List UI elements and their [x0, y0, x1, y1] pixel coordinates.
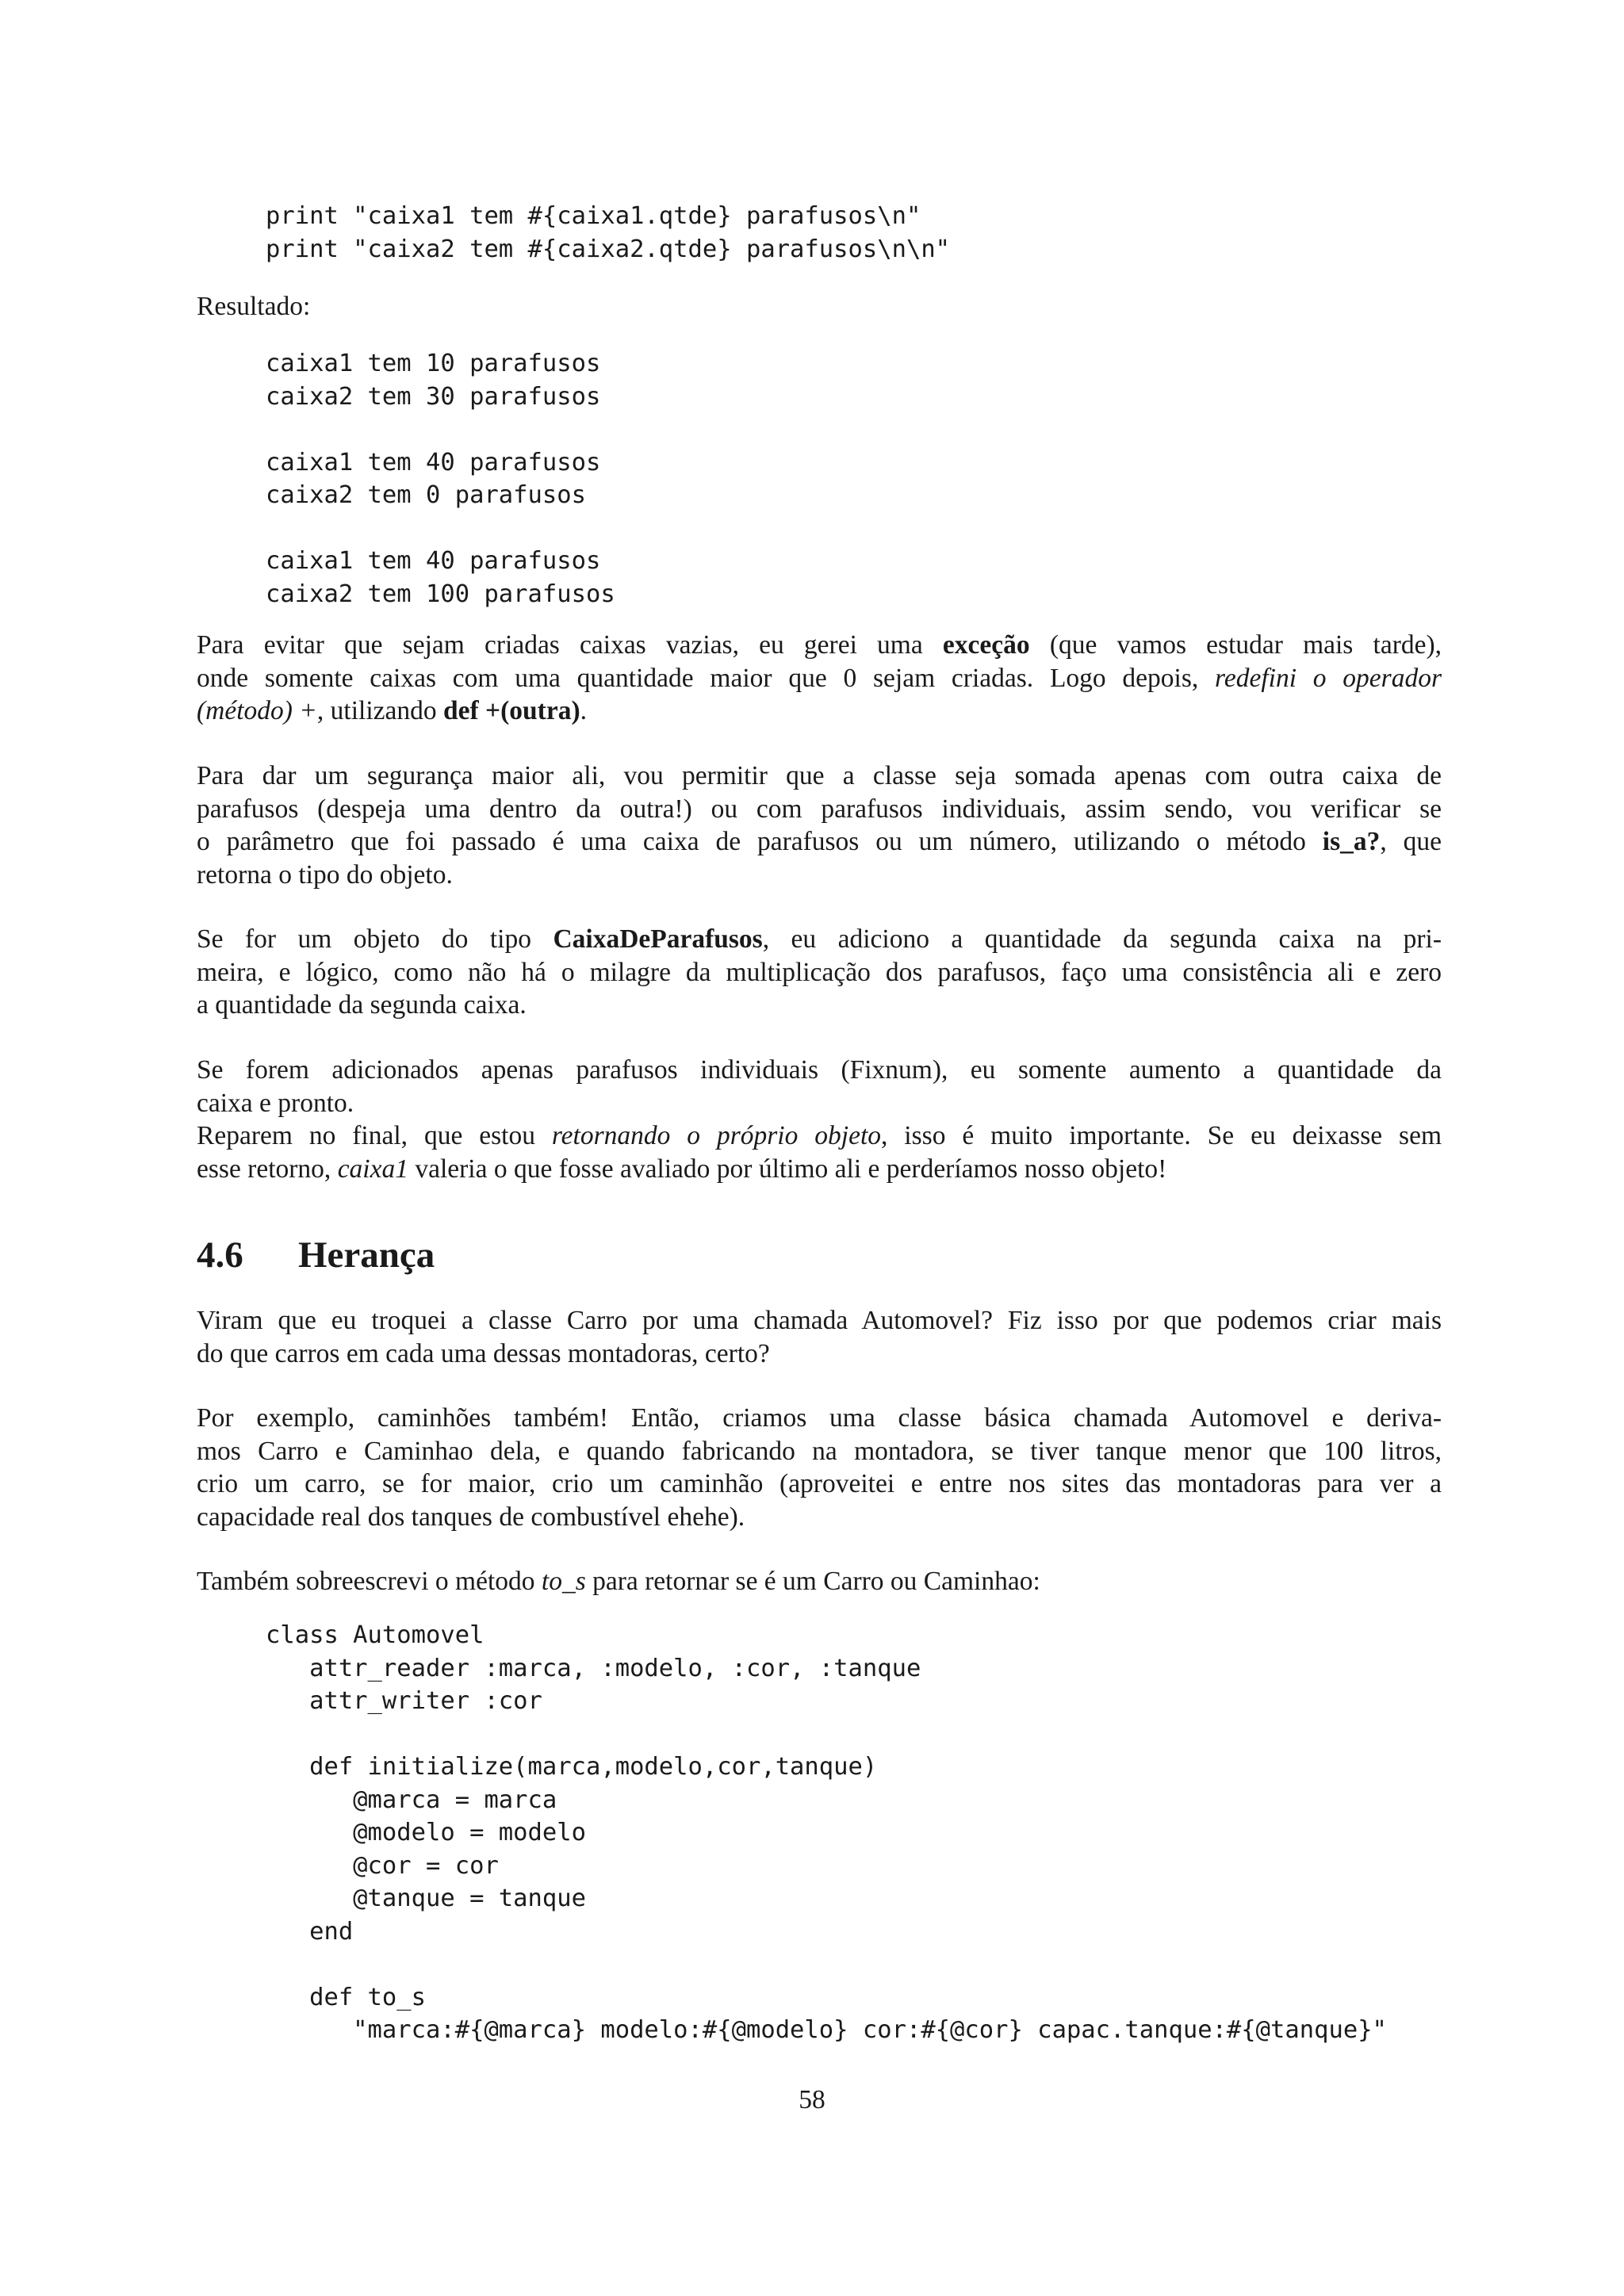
paragraph-caminhoes — [197, 1402, 1442, 1533]
output-line — [266, 512, 615, 545]
text-line: a quantidade da segunda caixa. — [197, 990, 527, 1020]
text-run: o parâmetro que foi passado é uma caixa de parafusos ou um número, utilizando o método — [197, 827, 1323, 856]
code-line: end — [266, 1917, 354, 1946]
section-heading — [197, 1231, 435, 1279]
output-line: caixa1 tem 40 parafusos — [266, 547, 601, 575]
text-line: parafusos (despeja uma dentro da outra!) ou com parafusos individuais, assim sendo, vou verificar se — [197, 794, 1442, 824]
paragraph-automovel — [197, 1304, 1442, 1370]
text-run: Para evitar que sejam criadas caixas vazias, eu gerei uma — [197, 630, 943, 660]
code-line — [266, 1718, 1387, 1751]
text-run: , eu adiciono a quantidade da segunda caixa na pri- — [762, 924, 1442, 954]
code-line: print "caixa2 tem #{caixa2.qtde} parafusos\n\n" — [266, 235, 951, 263]
text-line: Por exemplo, caminhões também! Então, criamos uma classe básica chamada Automovel e deriva- — [197, 1403, 1442, 1433]
text-line — [197, 1153, 1442, 1186]
output-line: caixa2 tem 100 parafusos — [266, 580, 615, 608]
text-line: Se forem adicionados apenas parafusos individuais (Fixnum), eu somente aumento a quantidade da — [197, 1055, 1442, 1085]
italic-term: redefini o operador — [1215, 663, 1442, 693]
paragraph-caixadeparafusos — [197, 923, 1442, 1022]
text-line: meira, e lógico, como não há o milagre da multiplicação dos parafusos, faço uma consistência ali e zero — [197, 957, 1442, 987]
text-line — [197, 825, 1442, 859]
output-line: caixa2 tem 0 parafusos — [266, 481, 586, 509]
text-line — [197, 1565, 1442, 1598]
code-line: def to_s — [266, 1983, 426, 2011]
paragraph-seguranca — [197, 760, 1442, 891]
page-number: 58 — [799, 2085, 825, 2114]
text-run: Se for um objeto do tipo — [197, 924, 553, 954]
code-line: print "caixa1 tem #{caixa1.qtde} parafusos\n" — [266, 202, 921, 230]
text-line — [197, 695, 1442, 728]
output-line: caixa1 tem 40 parafusos — [266, 448, 601, 476]
text-run: esse retorno, — [197, 1154, 338, 1184]
text-run: onde somente caixas com uma quantidade maior que 0 sejam criadas. Logo depois, — [197, 663, 1216, 693]
text-line: do que carros em cada uma dessas montadoras, certo? — [197, 1338, 770, 1368]
text-line: Viram que eu troquei a classe Carro por uma chamada Automovel? Fiz isso por que podemos criar mais — [197, 1306, 1442, 1335]
italic-term: (método) + — [197, 696, 317, 725]
text-run: , utilizando — [316, 696, 444, 725]
section-number: 4.6 — [197, 1234, 243, 1276]
output-line: caixa2 tem 30 parafusos — [266, 382, 601, 411]
text-run: , isso é muito importante. Se eu deixasse sem — [881, 1121, 1442, 1150]
text-line: capacidade real dos tanques de combustível ehehe). — [197, 1502, 745, 1532]
italic-term: retornando o próprio objeto — [551, 1121, 882, 1150]
italic-term: caixa1 — [337, 1154, 408, 1184]
code-block-output — [266, 347, 615, 610]
paragraph-fixnum — [197, 1054, 1442, 1185]
text-line — [197, 923, 1442, 956]
code-line: attr_reader :marca, :modelo, :cor, :tanque — [266, 1654, 921, 1682]
bold-term: exceção — [942, 630, 1030, 660]
code-line: class Automovel — [266, 1621, 485, 1649]
code-line — [266, 1948, 1387, 1981]
output-line: caixa1 tem 10 parafusos — [266, 350, 601, 377]
code-line: def initialize(marca,modelo,cor,tanque) — [266, 1753, 878, 1781]
code-line: @tanque = tanque — [266, 1885, 586, 1912]
text-run: (que vamos estudar mais tarde), — [1029, 630, 1442, 660]
code-line: "marca:#{@marca} modelo:#{@modelo} cor:#{@cor} capac.tanque:#{@tanque}" — [266, 2016, 1387, 2044]
section-title: Herança — [298, 1234, 435, 1276]
text-line — [197, 1119, 1442, 1153]
text-run: , que — [1380, 827, 1442, 856]
text-line: caixa e pronto. — [197, 1088, 354, 1118]
bold-term: is_a? — [1322, 827, 1381, 856]
italic-term: to_s — [541, 1567, 586, 1596]
text-run: . — [580, 696, 587, 725]
code-line: @marca = marca — [266, 1785, 557, 1814]
code-line: attr_writer :cor — [266, 1687, 542, 1715]
output-line — [266, 413, 615, 446]
text-line: retorna o tipo do objeto. — [197, 859, 453, 890]
paragraph-to-s — [197, 1565, 1442, 1598]
text-run: Reparem no final, que estou — [197, 1121, 552, 1150]
bold-term: CaixaDeParafusos — [553, 924, 763, 954]
text-run: Também sobreescrevi o método — [197, 1567, 542, 1596]
code-block-print — [266, 200, 950, 266]
result-label: Resultado: — [197, 292, 311, 321]
text-run: para retornar se é um Carro ou Caminhao: — [585, 1567, 1040, 1596]
text-line — [197, 662, 1442, 695]
text-line — [197, 629, 1442, 662]
code-line: @cor = cor — [266, 1851, 499, 1880]
text-line: crio um carro, se for maior, crio um caminhão (aproveitei e entre nos sites das montadoras para ver a — [197, 1469, 1442, 1498]
bold-term: def +(outra) — [443, 696, 580, 725]
code-block-automovel — [266, 1619, 1387, 2047]
text-line: mos Carro e Caminhao dela, e quando fabricando na montadora, se tiver tanque menor que 100 litros, — [197, 1436, 1442, 1466]
paragraph-excecao — [197, 629, 1442, 728]
text-run: valeria o que fosse avaliado por último ali e perderíamos nosso objeto! — [408, 1154, 1167, 1184]
code-line: @modelo = modelo — [266, 1819, 586, 1846]
text-line: Para dar um segurança maior ali, vou permitir que a classe seja somada apenas com outra caixa de — [197, 761, 1442, 790]
